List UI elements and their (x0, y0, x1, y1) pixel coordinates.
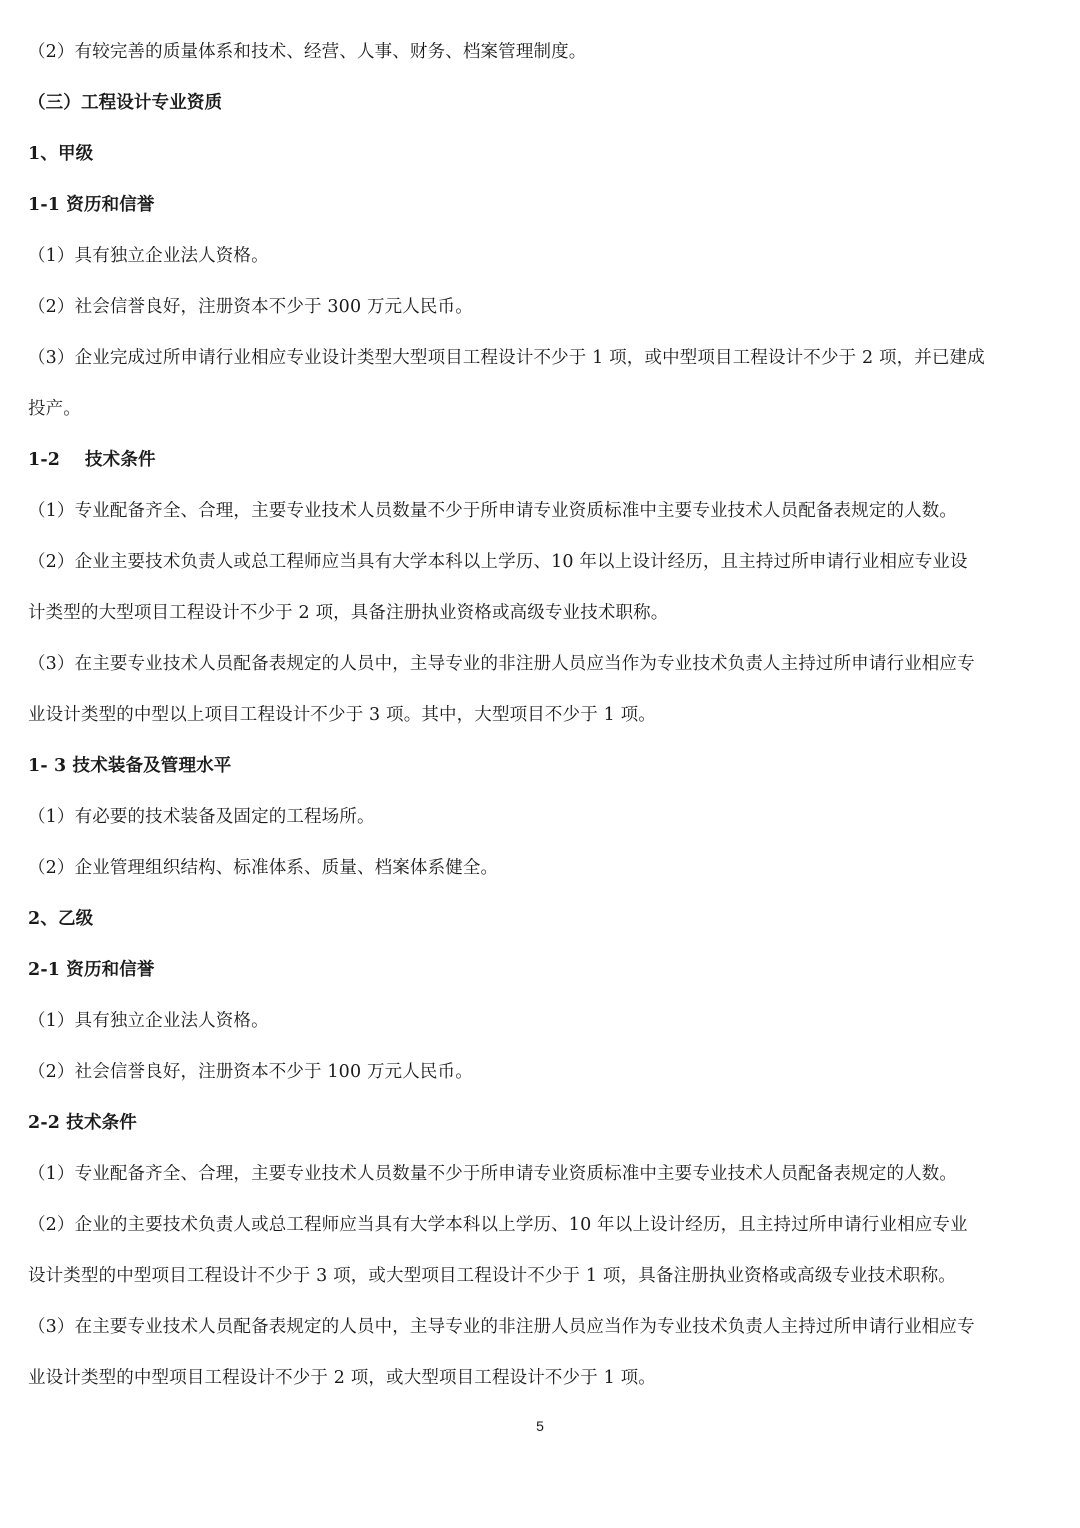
subsection-heading: 1- 3 技术装备及管理水平 (28, 756, 232, 776)
subsection-heading: 1-2 技术条件 (28, 450, 156, 470)
paragraph-line: （2）企业主要技术负责人或总工程师应当具有大学本科以上学历、10 年以上设计经历，且主持过所申请行业相应专业设 (28, 552, 968, 572)
subsection-heading: 2-2 技术条件 (28, 1113, 137, 1133)
paragraph-line: （1）专业配备齐全、合理，主要专业技术人员数量不少于所申请专业资质标准中主要专业技术人员配备表规定的人数。 (28, 501, 958, 521)
grade-heading: 1、甲级 (28, 144, 94, 164)
paragraph-line: 计类型的大型项目工程设计不少于 2 项，具备注册执业资格或高级专业技术职称。 (28, 603, 669, 623)
paragraph-line: （1）具有独立企业法人资格。 (28, 1011, 269, 1031)
paragraph-line: （2）企业的主要技术负责人或总工程师应当具有大学本科以上学历、10 年以上设计经历，且主持过所申请行业相应专业 (28, 1215, 968, 1235)
paragraph-line: （2）企业管理组织结构、标准体系、质量、档案体系健全。 (28, 858, 499, 878)
paragraph-line: （1）专业配备齐全、合理，主要专业技术人员数量不少于所申请专业资质标准中主要专业技术人员配备表规定的人数。 (28, 1164, 958, 1184)
page-number: 5 (536, 1418, 544, 1434)
section-heading: （三）工程设计专业资质 (28, 93, 223, 113)
subsection-heading: 1-1 资历和信誉 (28, 195, 155, 215)
paragraph-line: 业设计类型的中型项目工程设计不少于 2 项，或大型项目工程设计不少于 1 项。 (28, 1368, 656, 1388)
paragraph-line: （2）有较完善的质量体系和技术、经营、人事、财务、档案管理制度。 (28, 42, 587, 62)
paragraph-line: （1）有必要的技术装备及固定的工程场所。 (28, 807, 375, 827)
paragraph-line: （3）在主要专业技术人员配备表规定的人员中，主导专业的非注册人员应当作为专业技术负责人主持过所申请行业相应专 (28, 1317, 975, 1337)
grade-heading: 2、乙级 (28, 909, 94, 929)
paragraph-line: （3）企业完成过所申请行业相应专业设计类型大型项目工程设计不少于 1 项，或中型项目工程设计不少于 2 项，并已建成 (28, 348, 985, 368)
paragraph-line: （2）社会信誉良好，注册资本不少于 300 万元人民币。 (28, 297, 473, 317)
paragraph-line: （1）具有独立企业法人资格。 (28, 246, 269, 266)
paragraph-line: （2）社会信誉良好，注册资本不少于 100 万元人民币。 (28, 1062, 473, 1082)
paragraph-line: 投产。 (28, 399, 81, 419)
paragraph-line: 业设计类型的中型以上项目工程设计不少于 3 项。其中，大型项目不少于 1 项。 (28, 705, 656, 725)
paragraph-line: （3）在主要专业技术人员配备表规定的人员中，主导专业的非注册人员应当作为专业技术负责人主持过所申请行业相应专 (28, 654, 975, 674)
subsection-heading: 2-1 资历和信誉 (28, 960, 155, 980)
paragraph-line: 设计类型的中型项目工程设计不少于 3 项，或大型项目工程设计不少于 1 项，具备注册执业资格或高级专业技术职称。 (28, 1266, 956, 1286)
